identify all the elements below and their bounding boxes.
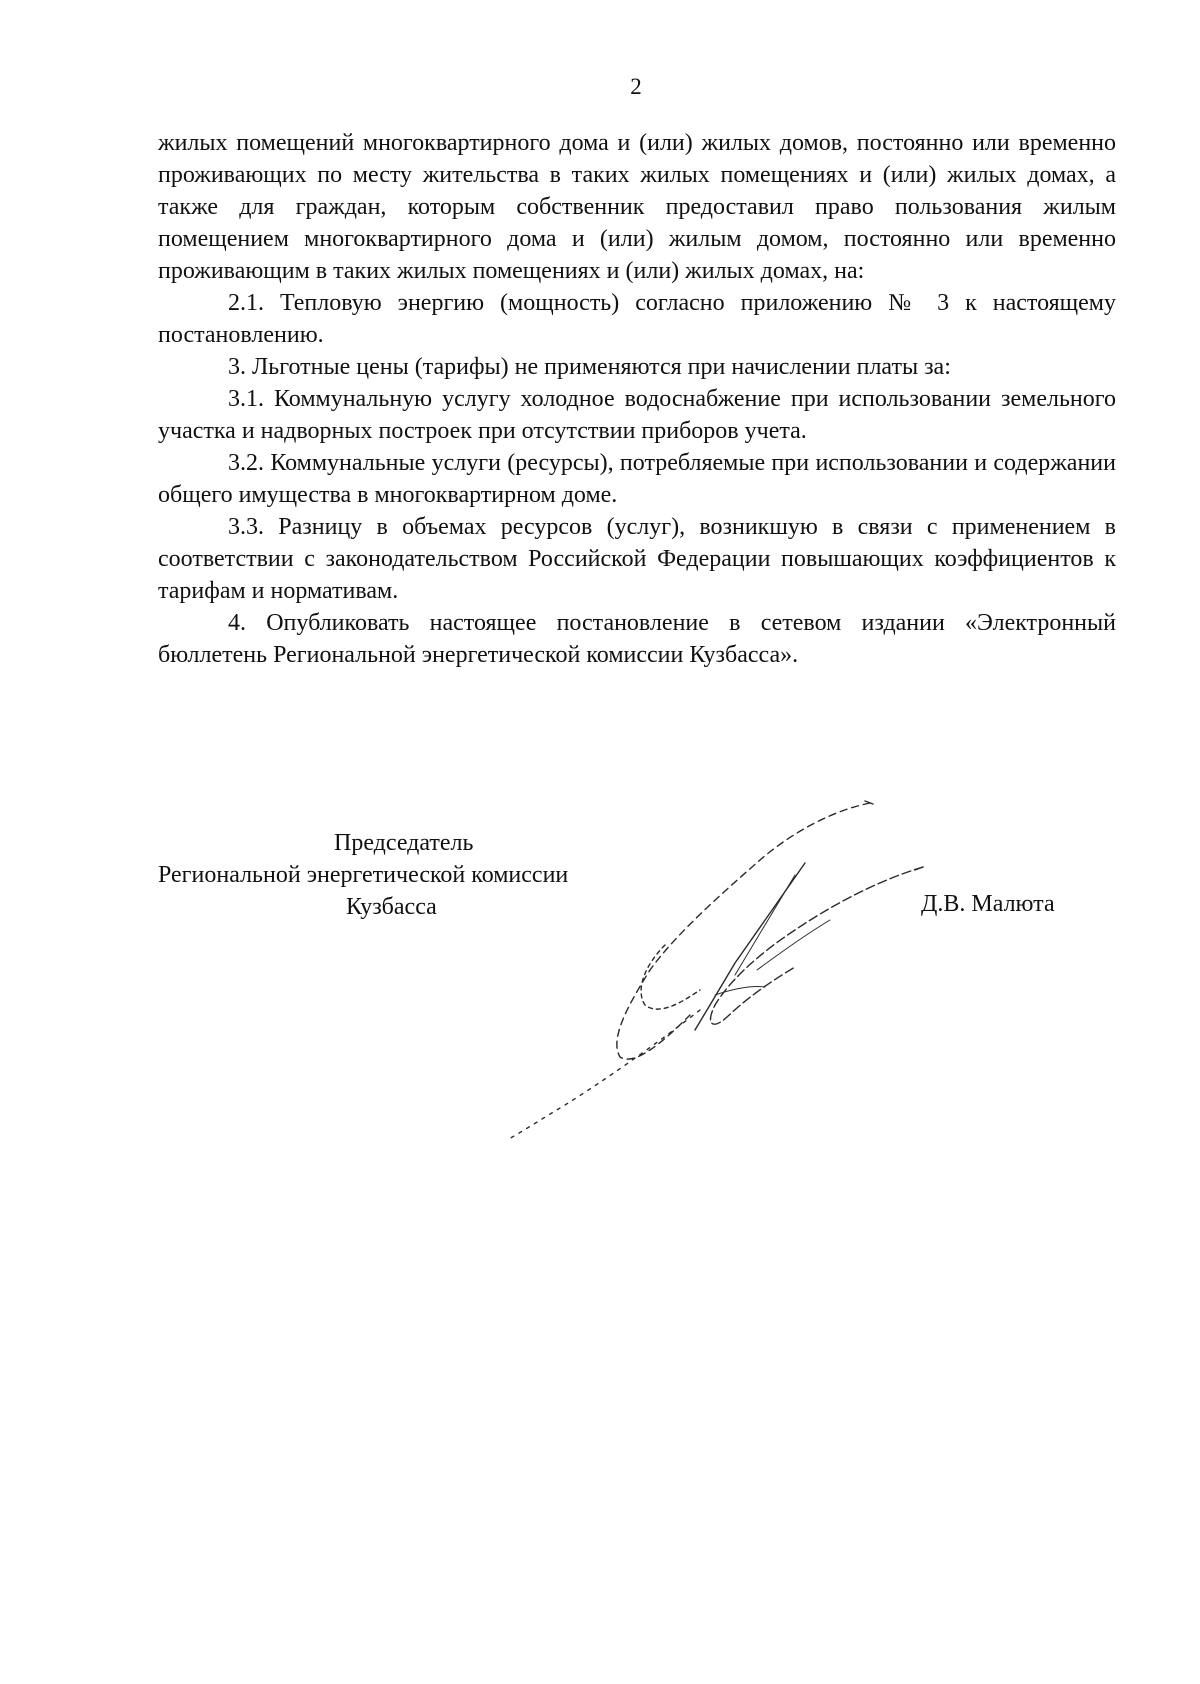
signatory-name: Д.В. Малюта xyxy=(921,891,1055,917)
document-body xyxy=(158,127,1116,671)
paragraph-item-4: 4. Опубликовать настоящее постановление в сетевом издании «Электронный бюллетень Региональной энергетической комиссии Кузбасса». xyxy=(158,610,1116,668)
paragraph-item-3-3: 3.3. Разницу в объемах ресурсов (услуг), возникшую в связи с применением в соответствии с законодательством Российской Федерации повышающих коэффициентов к тарифам и нормативам. xyxy=(158,514,1116,604)
handwritten-signature-icon xyxy=(495,795,945,1165)
page-number: 2 xyxy=(630,74,642,99)
paragraph-recipients: жилых помещений многоквартирного дома и (или) жилых домов, постоянно или временно проживающих по месту жительства в таких жилых помещениях и (или) жилых домах, а также для граждан, которым собственник предоставил право пользования жилым помещением многоквартирного дома и (или) жилым домом, постоянно или временно проживающим в таких жилых помещениях и (или) жилых домах, на: xyxy=(158,130,1116,284)
signatory-title-line-2: Региональной энергетической комиссии xyxy=(158,862,569,888)
signatory-title-line-3: Кузбасса xyxy=(346,894,437,920)
paragraph-item-3: 3. Льготные цены (тарифы) не применяются при начислении платы за: xyxy=(228,354,951,380)
signatory-title-line-1: Председатель xyxy=(334,830,474,856)
paragraph-item-3-2: 3.2. Коммунальные услуги (ресурсы), потребляемые при использовании и содержании общего имущества в многоквартирном доме. xyxy=(158,450,1116,508)
paragraph-item-2-1: 2.1. Тепловую энергию (мощность) согласно приложению № 3 к настоящему постановлению. xyxy=(158,290,1116,348)
paragraph-item-3-1: 3.1. Коммунальную услугу холодное водоснабжение при использовании земельного участка и надворных построек при отсутствии приборов учета. xyxy=(158,386,1116,444)
